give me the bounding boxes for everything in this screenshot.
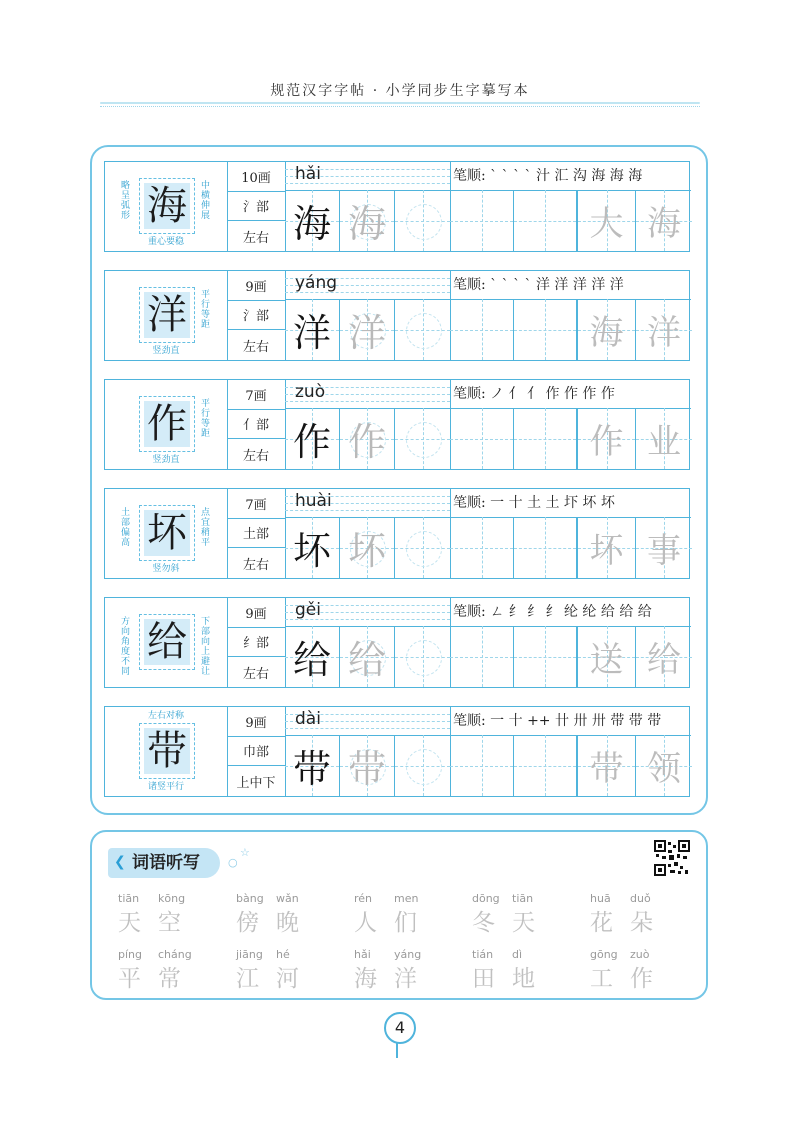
practice-square[interactable] bbox=[450, 626, 513, 687]
model-char-cell bbox=[105, 271, 228, 360]
header-dotted-divider bbox=[100, 106, 700, 107]
guide-line-vertical bbox=[545, 190, 546, 251]
model-char-cell bbox=[105, 489, 228, 578]
guide-line-vertical bbox=[545, 299, 546, 360]
stroke-order-area bbox=[450, 598, 691, 687]
info-strokes-count: 9画 bbox=[227, 598, 285, 628]
sparkle-icon: ○ bbox=[228, 856, 238, 869]
pinyin-lines bbox=[285, 598, 450, 627]
pinyin-lines bbox=[285, 162, 450, 191]
hanzi-char: 天 bbox=[512, 910, 535, 936]
word-char: 作 bbox=[589, 422, 624, 462]
hanzi-char: 人 bbox=[354, 910, 377, 936]
info-radical: 土部 bbox=[227, 519, 285, 549]
pinyin: huài bbox=[295, 491, 332, 511]
char-info bbox=[227, 380, 286, 469]
dictation-title-text: 词语听写 bbox=[132, 853, 200, 873]
info-structure: 左右 bbox=[242, 448, 269, 464]
info-strokes-count: 9画 bbox=[227, 707, 285, 737]
model-char-cell bbox=[105, 162, 228, 251]
hanzi-char: 晚 bbox=[276, 910, 299, 936]
tracing-square[interactable] bbox=[340, 408, 395, 469]
word-square[interactable] bbox=[578, 408, 635, 469]
pinyin: yáng bbox=[295, 273, 338, 293]
writing-area bbox=[285, 162, 451, 251]
pinyin-syllable: cháng bbox=[158, 948, 192, 961]
pinyin: hǎi bbox=[295, 164, 321, 184]
tip-bottom: 诸竖平行 bbox=[147, 782, 184, 792]
header-divider bbox=[100, 102, 700, 104]
info-structure: 左右 bbox=[242, 339, 269, 355]
char-row bbox=[104, 488, 690, 579]
tip-right: 中横伸展 bbox=[199, 180, 209, 220]
pinyin-syllable: yáng bbox=[394, 948, 422, 961]
tracing-square[interactable] bbox=[340, 626, 395, 687]
traced-char: 洋 bbox=[347, 311, 386, 355]
writing-square-filled[interactable] bbox=[285, 408, 340, 469]
model-char: 海 bbox=[147, 183, 187, 229]
tracing-square[interactable] bbox=[340, 190, 395, 251]
pinyin-syllable: píng bbox=[118, 948, 142, 961]
tracing-square[interactable] bbox=[340, 299, 395, 360]
info-radical: 氵部 bbox=[227, 301, 285, 331]
writing-square-filled[interactable] bbox=[285, 735, 340, 796]
practice-square[interactable] bbox=[450, 517, 513, 578]
stroke-order-area bbox=[450, 489, 691, 578]
pinyin-syllable: dōng bbox=[472, 892, 500, 905]
pinyin-syllable: zuò bbox=[630, 948, 650, 961]
word-square[interactable] bbox=[578, 626, 635, 687]
dictation-word bbox=[354, 948, 464, 992]
tracing-square[interactable] bbox=[395, 299, 450, 360]
char-info bbox=[227, 271, 286, 360]
model-char-cell bbox=[105, 707, 228, 796]
dictation-word bbox=[472, 892, 582, 936]
hanzi-char: 空 bbox=[158, 910, 181, 936]
word-practice bbox=[576, 626, 691, 687]
word-square[interactable] bbox=[635, 190, 692, 251]
stroke-order-area bbox=[450, 271, 691, 360]
word-square[interactable] bbox=[578, 517, 635, 578]
info-structure: 左右 bbox=[242, 557, 269, 573]
pinyin-syllable: tiān bbox=[118, 892, 140, 905]
model-char-cell bbox=[105, 380, 228, 469]
pinyin-syllable: gōng bbox=[590, 948, 618, 961]
tip-right: 点宜稍平 bbox=[199, 507, 209, 547]
stroke-order: 笔顺: ノ 亻 亻 作 作 作 作 bbox=[453, 386, 615, 402]
char-info bbox=[227, 598, 286, 687]
hanzi-char: 天 bbox=[118, 910, 141, 936]
guide-line-vertical bbox=[545, 517, 546, 578]
pinyin-syllable: bàng bbox=[236, 892, 264, 905]
guide-circle bbox=[406, 204, 442, 240]
writing-square-filled[interactable] bbox=[285, 626, 340, 687]
hanzi-char: 冬 bbox=[472, 910, 495, 936]
guide-circle bbox=[406, 422, 442, 458]
pinyin-syllable: hé bbox=[276, 948, 290, 961]
dictation-word bbox=[472, 948, 582, 992]
practice-square[interactable] bbox=[450, 735, 513, 796]
tip-bottom: 竖勿斜 bbox=[152, 564, 180, 574]
tracing-square[interactable] bbox=[395, 517, 450, 578]
pinyin-syllable: huā bbox=[590, 892, 611, 905]
writing-area bbox=[285, 598, 451, 687]
guide-line-vertical bbox=[545, 735, 546, 796]
model-char: 带 bbox=[147, 728, 187, 774]
char-row bbox=[104, 379, 690, 470]
page-number: 4 bbox=[384, 1012, 416, 1044]
written-char: 给 bbox=[292, 638, 331, 682]
tip-top: 左右对称 bbox=[147, 711, 184, 721]
pinyin-syllable: duǒ bbox=[630, 892, 651, 905]
tracing-square[interactable] bbox=[395, 408, 450, 469]
pinyin-syllable: tiān bbox=[512, 892, 534, 905]
word-char: 海 bbox=[589, 313, 624, 353]
word-practice bbox=[576, 190, 691, 251]
word-practice bbox=[576, 517, 691, 578]
pinyin-syllable: jiāng bbox=[236, 948, 263, 961]
header-title: 规范汉字字帖 · 小学同步生字摹写本 bbox=[270, 83, 530, 99]
info-strokes-count: 10画 bbox=[227, 162, 285, 192]
dictation-word bbox=[590, 892, 700, 936]
practice-square[interactable] bbox=[450, 408, 513, 469]
word-char: 坏 bbox=[589, 531, 624, 571]
word-square[interactable] bbox=[578, 299, 635, 360]
traced-char: 海 bbox=[347, 202, 386, 246]
pinyin-syllable: wǎn bbox=[276, 892, 299, 905]
word-square[interactable] bbox=[635, 735, 692, 796]
written-char: 带 bbox=[292, 747, 331, 791]
hanzi-char: 工 bbox=[590, 966, 613, 992]
stroke-order: 笔顺: 一 十 土 土 圷 坏 坏 bbox=[453, 495, 615, 511]
guide-line-vertical bbox=[545, 408, 546, 469]
practice-square[interactable] bbox=[450, 299, 513, 360]
practice-square[interactable] bbox=[513, 190, 576, 251]
stroke-order-area bbox=[450, 380, 691, 469]
practice-square[interactable] bbox=[513, 408, 576, 469]
hanzi-char: 傍 bbox=[236, 910, 259, 936]
char-info bbox=[227, 162, 286, 251]
model-char: 给 bbox=[147, 619, 187, 665]
stroke-order: 笔顺: ` ` ` ` 洋 洋 洋 洋 洋 bbox=[453, 277, 624, 293]
info-strokes-count: 7画 bbox=[227, 489, 285, 519]
pinyin-syllable: rén bbox=[354, 892, 373, 905]
word-char: 领 bbox=[647, 749, 681, 789]
traced-char: 坏 bbox=[347, 529, 386, 573]
info-radical: 纟部 bbox=[227, 628, 285, 658]
traced-char: 带 bbox=[347, 747, 386, 791]
word-char: 带 bbox=[589, 749, 624, 789]
pinyin-lines bbox=[285, 380, 450, 409]
dictation-word bbox=[118, 948, 228, 992]
traced-char: 作 bbox=[347, 420, 386, 464]
dictation-word bbox=[118, 892, 228, 936]
stroke-order: 笔顺: ㄥ 纟 纟 纟 纶 纶 给 给 给 bbox=[453, 604, 652, 620]
writing-area bbox=[285, 489, 451, 578]
guide-circle bbox=[406, 531, 442, 567]
tracing-square[interactable] bbox=[395, 626, 450, 687]
tip-left: 方向角度不同 bbox=[119, 616, 129, 676]
chevron-left-icon: ❮ bbox=[114, 854, 126, 870]
tip-right: 下部向上避让 bbox=[199, 616, 209, 676]
hanzi-char: 作 bbox=[630, 966, 653, 992]
guide-line-vertical bbox=[482, 190, 483, 251]
dictation-word bbox=[236, 892, 346, 936]
tracing-square[interactable] bbox=[395, 190, 450, 251]
guide-line-vertical bbox=[482, 517, 483, 578]
word-char: 给 bbox=[647, 640, 681, 680]
practice-square[interactable] bbox=[513, 299, 576, 360]
star-icon: ☆ bbox=[240, 846, 250, 859]
tracing-square[interactable] bbox=[340, 735, 395, 796]
writing-area bbox=[285, 707, 451, 796]
written-char: 洋 bbox=[292, 311, 331, 355]
model-char-box bbox=[139, 723, 195, 779]
word-char: 事 bbox=[647, 531, 681, 571]
guide-line-vertical bbox=[482, 299, 483, 360]
guide-line-vertical bbox=[545, 626, 546, 687]
word-practice bbox=[576, 735, 691, 796]
tip-bottom: 重心要稳 bbox=[147, 237, 184, 247]
traced-char: 给 bbox=[347, 638, 386, 682]
hanzi-char: 常 bbox=[158, 966, 181, 992]
word-practice bbox=[576, 299, 691, 360]
guide-line-vertical bbox=[482, 626, 483, 687]
info-strokes-count: 9画 bbox=[227, 271, 285, 301]
stroke-order: 笔顺: ` ` ` ` 汁 汇 沟 海 海 海 bbox=[453, 168, 643, 184]
model-char-box bbox=[139, 287, 195, 343]
model-char: 坏 bbox=[147, 510, 187, 556]
dictation-word bbox=[354, 892, 464, 936]
word-square[interactable] bbox=[635, 517, 692, 578]
info-structure: 左右 bbox=[242, 230, 269, 246]
writing-area bbox=[285, 380, 451, 469]
hanzi-char: 们 bbox=[394, 910, 417, 936]
pinyin: gěi bbox=[295, 600, 321, 620]
pinyin-lines bbox=[285, 489, 450, 518]
practice-square[interactable] bbox=[513, 735, 576, 796]
hanzi-char: 田 bbox=[472, 966, 495, 992]
tracing-square[interactable] bbox=[340, 517, 395, 578]
pinyin-syllable: men bbox=[394, 892, 419, 905]
char-row bbox=[104, 270, 690, 361]
char-info bbox=[227, 489, 286, 578]
word-char: 送 bbox=[589, 640, 624, 680]
model-char-box bbox=[139, 505, 195, 561]
word-char: 海 bbox=[647, 204, 681, 244]
model-char-box bbox=[139, 396, 195, 452]
char-info bbox=[227, 707, 286, 796]
model-char-cell bbox=[105, 598, 228, 687]
dictation-word bbox=[236, 948, 346, 992]
word-char: 洋 bbox=[647, 313, 681, 353]
word-square[interactable] bbox=[635, 299, 692, 360]
hanzi-char: 海 bbox=[354, 966, 377, 992]
hanzi-char: 朵 bbox=[630, 910, 653, 936]
tip-left: 土部偏高 bbox=[119, 507, 129, 547]
guide-circle bbox=[406, 313, 442, 349]
writing-square-filled[interactable] bbox=[285, 517, 340, 578]
qr-code-icon[interactable] bbox=[654, 840, 690, 876]
tip-right: 平行等距 bbox=[199, 398, 209, 438]
model-char: 洋 bbox=[147, 292, 187, 338]
writing-area bbox=[285, 271, 451, 360]
practice-square[interactable] bbox=[450, 190, 513, 251]
written-char: 坏 bbox=[292, 529, 331, 573]
tip-bottom: 竖劲直 bbox=[152, 455, 180, 465]
word-square[interactable] bbox=[578, 735, 635, 796]
info-radical: 亻部 bbox=[227, 410, 285, 440]
word-square[interactable] bbox=[578, 190, 635, 251]
guide-line-vertical bbox=[482, 735, 483, 796]
hanzi-char: 江 bbox=[236, 966, 259, 992]
tip-left: 略呈弧形 bbox=[119, 180, 129, 220]
word-square[interactable] bbox=[635, 626, 692, 687]
pinyin: dài bbox=[295, 709, 321, 729]
stroke-order-area bbox=[450, 707, 691, 796]
guide-circle bbox=[406, 640, 442, 676]
stroke-order-area bbox=[450, 162, 691, 251]
dictation-word bbox=[590, 948, 700, 992]
pinyin-syllable: hǎi bbox=[354, 948, 371, 961]
written-char: 作 bbox=[292, 420, 331, 464]
page-number-tail bbox=[396, 1042, 398, 1058]
model-char: 作 bbox=[147, 401, 187, 447]
practice-square[interactable] bbox=[513, 517, 576, 578]
info-radical: 氵部 bbox=[227, 192, 285, 222]
info-strokes-count: 7画 bbox=[227, 380, 285, 410]
info-structure: 上中下 bbox=[236, 775, 276, 791]
hanzi-char: 地 bbox=[512, 966, 535, 992]
guide-circle bbox=[406, 749, 442, 785]
tracing-square[interactable] bbox=[395, 735, 450, 796]
char-row bbox=[104, 161, 690, 252]
tip-right: 平行等距 bbox=[199, 289, 209, 329]
stroke-order: 笔顺: 一 十 ++ 卄 卅 卅 带 带 带 bbox=[453, 713, 662, 729]
pinyin-syllable: kōng bbox=[158, 892, 186, 905]
pinyin-lines bbox=[285, 271, 450, 300]
dictation-title bbox=[108, 848, 220, 878]
model-char-box bbox=[139, 614, 195, 670]
word-practice bbox=[576, 408, 691, 469]
info-radical: 巾部 bbox=[227, 737, 285, 767]
practice-square[interactable] bbox=[513, 626, 576, 687]
char-row bbox=[104, 706, 690, 797]
model-char-box bbox=[139, 178, 195, 234]
guide-line-vertical bbox=[482, 408, 483, 469]
hanzi-char: 花 bbox=[590, 910, 613, 936]
written-char: 海 bbox=[292, 202, 331, 246]
char-row bbox=[104, 597, 690, 688]
hanzi-char: 河 bbox=[276, 966, 299, 992]
pinyin-syllable: tián bbox=[472, 948, 494, 961]
word-char: 大 bbox=[589, 204, 624, 244]
pinyin: zuò bbox=[295, 382, 326, 402]
hanzi-char: 平 bbox=[118, 966, 141, 992]
word-char: 业 bbox=[647, 422, 681, 462]
writing-square-filled[interactable] bbox=[285, 190, 340, 251]
pinyin-syllable: dì bbox=[512, 948, 523, 961]
word-square[interactable] bbox=[635, 408, 692, 469]
info-structure: 左右 bbox=[242, 666, 269, 682]
pinyin-lines bbox=[285, 707, 450, 736]
tip-bottom: 竖劲直 bbox=[152, 346, 180, 356]
writing-square-filled[interactable] bbox=[285, 299, 340, 360]
hanzi-char: 洋 bbox=[394, 966, 417, 992]
